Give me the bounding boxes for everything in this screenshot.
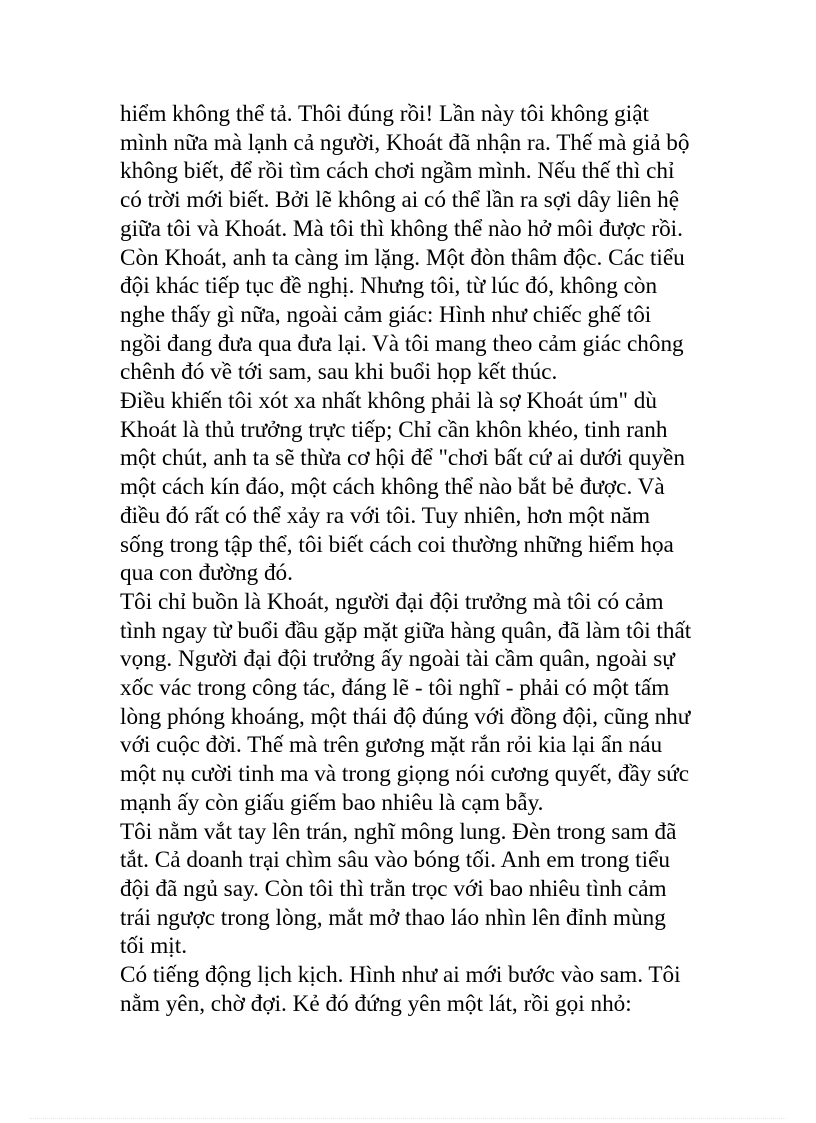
text-line: không biết, để rồi tìm cách chơi ngầm mình. Nếu thế thì chỉ [120, 158, 675, 185]
page-bottom-divider [30, 1118, 786, 1119]
text-line: mình nữa mà lạnh cả người, Khoát đã nhận ra. Thế mà giả bộ [120, 129, 690, 156]
text-line: Còn Khoát, anh ta càng im lặng. Một đòn thâm độc. Các tiểu [120, 244, 685, 271]
body-text [120, 100, 710, 1019]
text-line: một chút, anh ta sẽ thừa cơ hội để "chơi bất cứ ai dưới quyền [120, 445, 685, 472]
text-line: đội khác tiếp tục đề nghị. Nhưng tôi, từ lúc đó, không còn [120, 273, 658, 300]
text-line: qua con đường đó. [120, 560, 293, 587]
text-line: xốc vác trong công tác, đáng lẽ - tôi nghĩ - phải có một tấm [120, 675, 670, 702]
text-line: Điều khiến tôi xót xa nhất không phải là sợ Khoát úm" dù [120, 388, 657, 415]
text-line: nghe thấy gì nữa, ngoài cảm giác: Hình như chiếc ghế tôi [120, 301, 652, 328]
text-line: một nụ cười tinh ma và trong giọng nói cương quyết, đầy sức [120, 761, 690, 788]
text-line: Tôi nằm vắt tay lên trán, nghĩ mông lung. Đèn trong sam đã [120, 818, 677, 845]
text-line: tắt. Cả doanh trại chìm sâu vào bóng tối. Anh em trong tiểu [120, 847, 670, 874]
text-line: một cách kín đáo, một cách không thể nào bắt bẻ được. Và [120, 474, 665, 501]
text-line: ngồi đang đưa qua đưa lại. Và tôi mang theo cảm giác chông [120, 330, 684, 357]
text-line: tình ngay từ buổi đầu gặp mặt giữa hàng quân, đã làm tôi thất [120, 617, 692, 644]
text-line: trái ngược trong lòng, mắt mở thao láo nhìn lên đỉnh mùng [120, 904, 666, 931]
text-line: có trời mới biết. Bởi lẽ không ai có thể lần ra sợi dây liên hệ [120, 187, 680, 214]
text-line: hiểm không thể tả. Thôi đúng rồi! Lần này tôi không giật [120, 101, 649, 127]
text-line: tối mịt. [120, 933, 187, 960]
text-line: vọng. Người đại đội trưởng ấy ngoài tài cầm quân, ngoài sự [120, 646, 675, 673]
text-line: mạnh ấy còn giấu giếm bao nhiêu là cạm bẫy. [120, 789, 544, 816]
text-line: điều đó rất có thể xảy ra với tôi. Tuy nhiên, hơn một năm [120, 502, 651, 529]
text-line: với cuộc đời. Thế mà trên gương mặt rắn rỏi kia lại ẩn náu [120, 732, 663, 759]
text-line: nằm yên, chờ đợi. Kẻ đó đứng yên một lát, rồi gọi nhỏ: [120, 990, 632, 1017]
text-line: Tôi chỉ buồn là Khoát, người đại đội trưởng mà tôi có cảm [120, 588, 664, 615]
text-line: chênh đó về tới sam, sau khi buổi họp kết thúc. [120, 359, 558, 386]
text-line: Có tiếng động lịch kịch. Hình như ai mới bước vào sam. Tôi [120, 962, 681, 989]
text-line: đội đã ngủ say. Còn tôi thì trằn trọc với bao nhiêu tình cảm [120, 875, 667, 902]
text-line: Khoát là thủ trưởng trực tiếp; Chỉ cần khôn khéo, tinh ranh [120, 416, 668, 443]
text-line: giữa tôi và Khoát. Mà tôi thì không thể nào hở môi được rồi. [120, 215, 683, 242]
text-line: lòng phóng khoáng, một thái độ đúng với đồng đội, cũng như [120, 703, 691, 730]
text-line: sống trong tập thể, tôi biết cách coi thường những hiểm họa [120, 531, 674, 558]
